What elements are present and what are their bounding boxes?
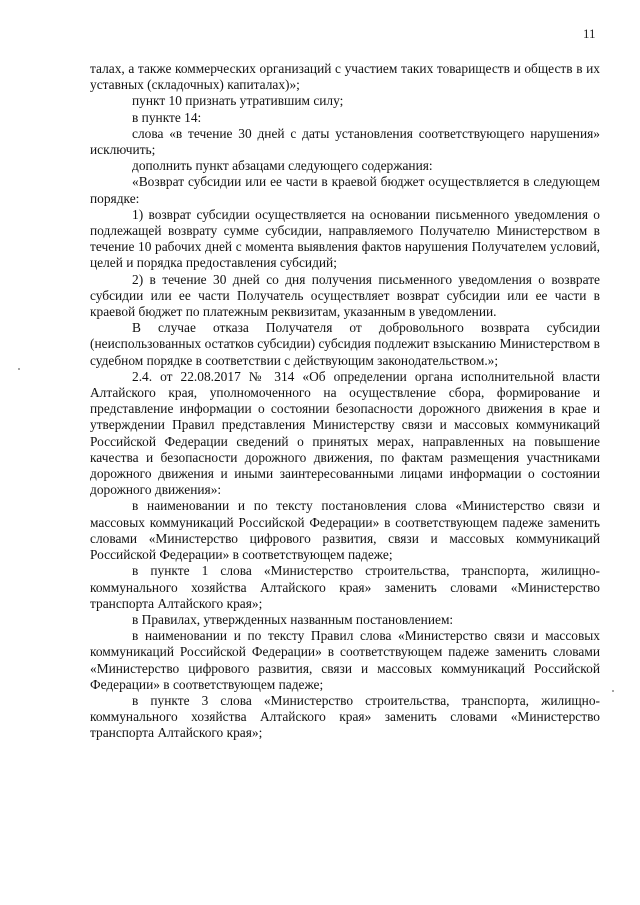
- paragraph: в пункте 3 слова «Министерство строительства, транспорта, жилищно-коммунального хозяйства Алтайского края» заменить словами «Министерство транспорта Алтайского края»;: [90, 692, 600, 741]
- page-number: 11: [583, 26, 596, 41]
- paragraph: талах, а также коммерческих организаций с участием таких товариществ и обществ в их уставных (складочных) капиталах)»;: [90, 61, 600, 93]
- scan-dot: [18, 368, 20, 370]
- paragraph: слова «в течение 30 дней с даты установления соответствующего нарушения» исключить;: [90, 125, 600, 158]
- paragraph: «Возврат субсидии или ее части в краевой бюджет осуществляется в следующем порядке:: [90, 174, 600, 206]
- paragraph: дополнить пункт абзацами следующего содержания:: [132, 158, 433, 174]
- paragraph: 2) в течение 30 дней со дня получения письменного уведомления о возврате субсидии или ее части Получатель осуществляет возврат субсидии или ее части в краевой бюджет по платежным реквизитам, указанным в уведомлении.: [90, 271, 600, 320]
- scan-dot: [612, 690, 614, 692]
- paragraph: 2.4. от 22.08.2017 № 314 «Об определении органа исполнительной власти Алтайского края, уполномоченного на осуществление сбора, формирование и представление информации о состоянии безопасности дорожного движения в крае и утверждении Правил представления Министерству связи и массовых коммуникаций Российской Федерации сведений о принятых мерах, направленных на повышение качества и безопасности дорожного движения, по фактам размещения участниками дорожного движения и иными заинтересованными лицами информации о состоянии дорожного движения»:: [90, 368, 600, 498]
- paragraph: в Правилах, утвержденных названным постановлением:: [132, 611, 454, 627]
- paragraph: 1) возврат субсидии осуществляется на основании письменного уведомления о подлежащей возврату сумме субсидии, направляемого Получателю Министерством в течение 10 рабочих дней с момента выявления фактов нарушения Получателем условий, целей и порядка предоставления субсидий;: [90, 206, 600, 271]
- paragraph: в наименовании и по тексту Правил слова «Министерство связи и массовых коммуникаций Российской Федерации» в соответствующем падеже заменить словами «Министерство цифрового развития, связи и массовых коммуникаций Российской Федерации» в соответствующем падеже;: [90, 628, 600, 692]
- paragraph: в пункте 14:: [132, 109, 202, 125]
- paragraph: пункт 10 признать утратившим силу;: [132, 93, 344, 109]
- document-body: [90, 61, 600, 742]
- paragraph: В случае отказа Получателя от добровольного возврата субсидии (неиспользованных остатков субсидии) субсидия подлежит взысканию Министерством в судебном порядке в соответствии с действующим законодательством.»;: [90, 320, 600, 368]
- paragraph: в пункте 1 слова «Министерство строительства, транспорта, жилищно-коммунального хозяйства Алтайского края» заменить словами «Министерство транспорта Алтайского края»;: [90, 563, 600, 611]
- paragraph: в наименовании и по тексту постановления слова «Министерство связи и массовых коммуникаций Российской Федерации» в соответствующем падеже заменить словами «Министерство цифрового развития, связи и массовых коммуникаций Российской Федерации» в соответствующем падеже;: [90, 498, 600, 563]
